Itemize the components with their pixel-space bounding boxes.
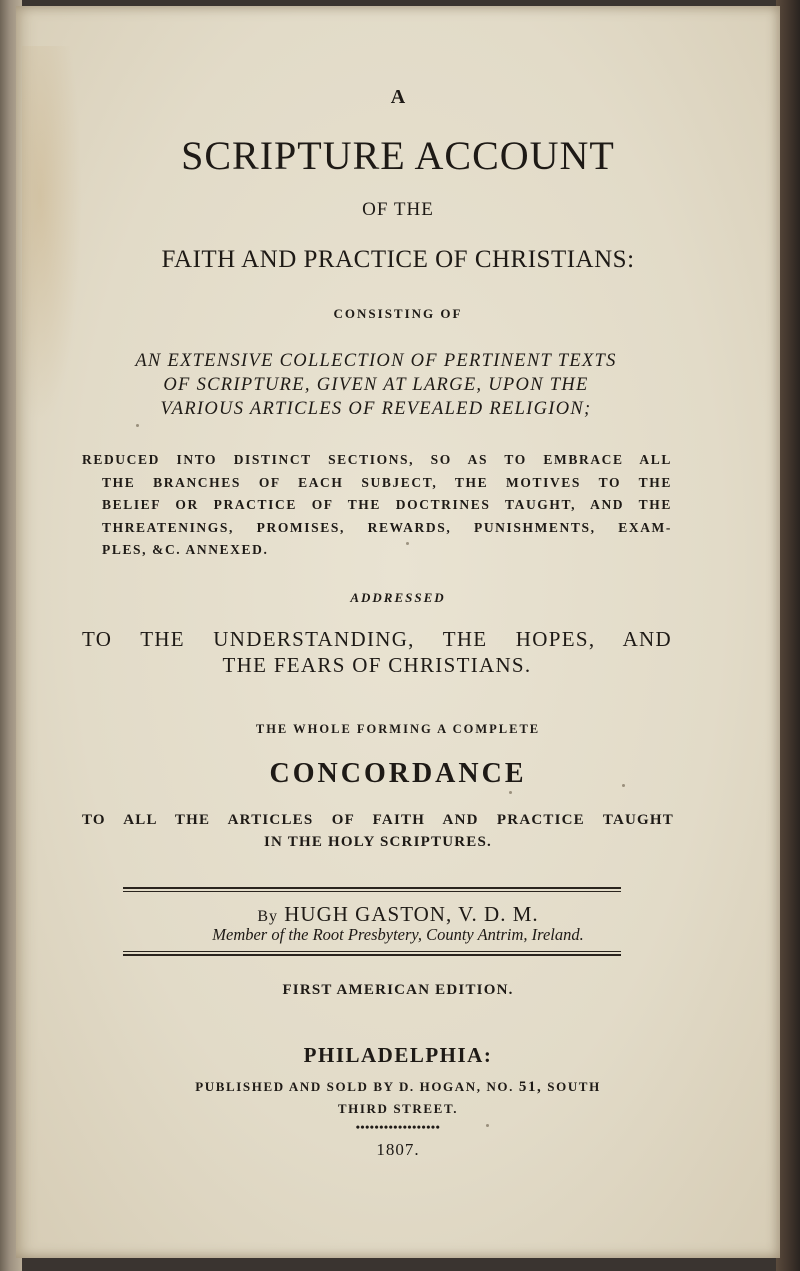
addressed-label: ADDRESSED [350,590,446,605]
italic-line: OF SCRIPTURE, GIVEN AT LARGE, UPON THE [163,375,589,395]
author-name: HUGH GASTON, V. D. M. [284,902,539,926]
concordance-to [82,809,674,853]
author-affiliation: Member of the Root Presbytery, County Antrim, Ireland. [212,925,584,944]
paper-fleck [509,791,512,794]
reduced-line: REDUCED INTO DISTINCT SECTIONS, SO AS TO EMBRACE ALL [82,452,672,467]
edition-statement: FIRST AMERICAN EDITION. [282,982,514,998]
reduced-line: BELIEF OR PRACTICE OF THE DOCTRINES TAUGHT, AND THE [102,497,672,512]
paper-fleck [486,1124,489,1127]
addressed-to-line: THE FEARS OF CHRISTIANS. [222,653,532,677]
publisher-text-end: SOUTH [547,1079,601,1094]
paper-fleck [136,424,139,427]
addressed-to [82,626,672,678]
concordance-heading: CONCORDANCE [269,758,527,789]
title-main: SCRIPTURE ACCOUNT [181,133,615,178]
ornament-dots: •••••••••••••••••• [355,1120,441,1134]
title-sub: FAITH AND PRACTICE OF CHRISTIANS: [161,246,635,273]
reduced-paragraph [82,449,672,562]
concordance-to-line: TO ALL THE ARTICLES OF FAITH AND PRACTICE TAUGHT [82,812,674,828]
publisher-text: PUBLISHED AND SOLD BY D. HOGAN, NO. [195,1079,514,1094]
author-byline [16,902,780,927]
imprint-year: 1807. [376,1140,420,1159]
reduced-line: THE BRANCHES OF EACH SUBJECT, THE MOTIVES TO THE [102,474,672,490]
consisting-of: CONSISTING OF [333,306,463,321]
title-article: A [390,86,406,108]
publisher-number: 51, [518,1079,543,1095]
italic-line: VARIOUS ARTICLES OF REVEALED RELIGION; [160,399,592,419]
author-prefix: By [257,908,279,925]
paper-fleck [406,542,409,545]
imprint-city: PHILADELPHIA: [303,1043,493,1067]
whole-forming: THE WHOLE FORMING A COMPLETE [255,722,541,736]
imprint-street: THIRD STREET. [337,1101,459,1116]
concordance-to-line: IN THE HOLY SCRIPTURES. [264,834,492,850]
italic-line: AN EXTENSIVE COLLECTION OF PERTINENT TEXTS [135,351,617,371]
double-rule-top [123,887,621,894]
imprint-publisher [16,1079,780,1096]
double-rule-bottom [123,951,621,958]
reduced-line: PLES, &C. ANNEXED. [102,542,269,557]
title-page [16,6,780,1258]
reduced-line: THREATENINGS, PROMISES, REWARDS, PUNISHMENTS, EXAM- [102,519,672,535]
paper-fleck [622,784,625,787]
italic-description [76,349,676,421]
addressed-to-line: TO THE UNDERSTANDING, THE HOPES, AND [82,627,672,651]
title-of-the: OF THE [362,199,434,220]
